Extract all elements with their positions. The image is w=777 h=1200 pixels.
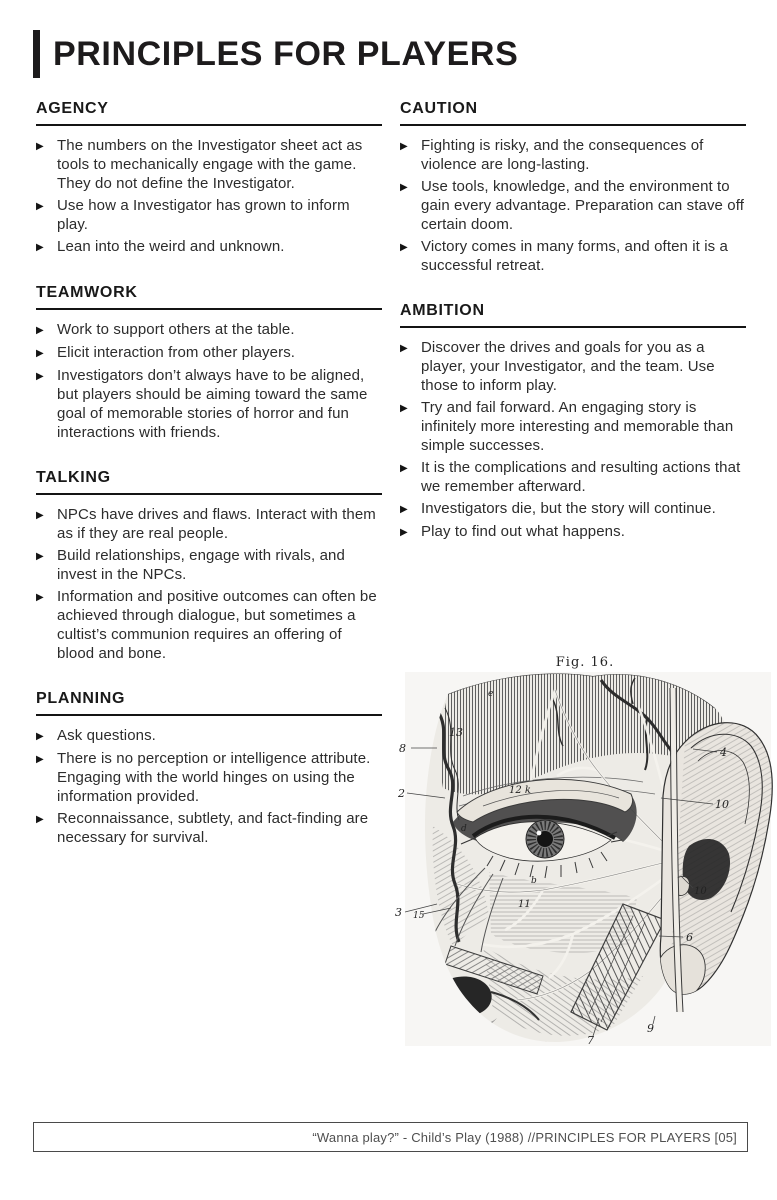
list-item xyxy=(36,136,382,193)
bullet-icon: ▶ xyxy=(400,141,408,152)
anatomy-engraving xyxy=(393,646,777,1048)
title-accent-bar xyxy=(33,30,40,78)
anatomy-figure xyxy=(393,646,777,1048)
list-item-text: It is the complications and resulting actions that we remember afterward. xyxy=(421,459,741,495)
list-item-text: Victory comes in many forms, and often it is a successful retreat. xyxy=(421,238,728,274)
list-item xyxy=(400,522,746,542)
page-title: PRINCIPLES FOR PLAYERS xyxy=(53,35,519,73)
list-item-text: Investigators die, but the story will continue. xyxy=(421,500,716,517)
list-item-text: Ask questions. xyxy=(57,727,156,744)
list-item xyxy=(36,343,382,363)
figure-label: 15 xyxy=(413,911,425,921)
section-rule xyxy=(400,326,746,328)
section-title: PLANNING xyxy=(36,690,126,707)
section-title: AMBITION xyxy=(400,302,485,319)
list-item xyxy=(400,499,746,519)
section-list xyxy=(36,136,382,257)
section-agency xyxy=(36,100,382,257)
figure-label: 11 xyxy=(518,899,531,910)
bullet-icon: ▶ xyxy=(36,348,44,359)
section-list xyxy=(400,338,746,542)
bullet-icon: ▶ xyxy=(36,325,44,336)
bullet-icon: ▶ xyxy=(36,814,44,825)
section-rule xyxy=(400,124,746,126)
list-item-text: Try and fail forward. An engaging story is infinitely more interesting and memorable than simple successes. xyxy=(421,399,734,454)
footer-text: “Wanna play?” - Child’s Play (1988) //PRINCIPLES FOR PLAYERS [05] xyxy=(312,1129,737,1145)
list-item xyxy=(400,177,746,234)
bullet-icon: ▶ xyxy=(400,343,408,354)
bullet-icon: ▶ xyxy=(36,371,44,382)
section-title: AGENCY xyxy=(36,100,109,117)
list-item-text: The numbers on the Investigator sheet act as tools to mechanically engage with the game. They do not define the Investigator. xyxy=(57,137,363,192)
bullet-icon: ▶ xyxy=(400,527,408,538)
bullet-icon: ▶ xyxy=(36,242,44,253)
bullet-icon: ▶ xyxy=(400,403,408,414)
list-item xyxy=(36,196,382,234)
footer xyxy=(33,1122,748,1152)
bullet-icon: ▶ xyxy=(400,182,408,193)
bullet-icon: ▶ xyxy=(36,592,44,603)
list-item-text: Investigators don’t always have to be aligned, but players should be aiming toward the same goal of memorable stories of horror and fun interactions with friends. xyxy=(57,367,368,441)
section-talking xyxy=(36,469,382,663)
list-item xyxy=(400,237,746,275)
section-rule xyxy=(36,714,382,716)
list-item-text: Fighting is risky, and the consequences of violence are long-lasting. xyxy=(421,137,704,173)
figure-label: 13 xyxy=(449,726,463,739)
section-rule xyxy=(36,308,382,310)
list-item xyxy=(36,505,382,543)
bullet-icon: ▶ xyxy=(400,242,408,253)
section-planning xyxy=(36,690,382,847)
section-title: CAUTION xyxy=(400,100,478,117)
list-item-text: There is no perception or intelligence attribute. Engaging with the world hinges on using the information provided. xyxy=(57,750,371,805)
list-item xyxy=(400,136,746,174)
page-header xyxy=(33,30,518,78)
section-rule xyxy=(36,493,382,495)
figure-label: 12 k xyxy=(509,785,531,796)
figure-label: 3 xyxy=(395,906,402,919)
list-item-text: NPCs have drives and flaws. Interact with them as if they are real people. xyxy=(57,506,376,542)
list-item xyxy=(36,749,382,806)
bullet-icon: ▶ xyxy=(36,510,44,521)
list-item-text: Use tools, knowledge, and the environment to gain every advantage. Preparation can stave off certain doom. xyxy=(421,178,744,233)
list-item xyxy=(36,587,382,663)
list-item-text: Reconnaissance, subtlety, and fact-finding are necessary for survival. xyxy=(57,810,369,846)
section-rule xyxy=(36,124,382,126)
list-item xyxy=(36,546,382,584)
figure-label: 6 xyxy=(686,931,693,944)
figure-label: 10 xyxy=(715,798,729,811)
figure-label: e xyxy=(488,689,494,699)
list-item xyxy=(400,398,746,455)
section-list xyxy=(400,136,746,275)
list-item-text: Elicit interaction from other players. xyxy=(57,344,296,361)
figure-label: d xyxy=(461,824,467,834)
list-item-text: Work to support others at the table. xyxy=(57,321,295,338)
bullet-icon: ▶ xyxy=(400,504,408,515)
right-column xyxy=(400,100,746,569)
section-caution xyxy=(400,100,746,275)
section-list xyxy=(36,726,382,847)
bullet-icon: ▶ xyxy=(36,551,44,562)
figure-label: 2 xyxy=(398,787,405,800)
left-column xyxy=(36,100,382,874)
list-item xyxy=(36,320,382,340)
section-teamwork xyxy=(36,284,382,442)
list-item xyxy=(36,726,382,746)
bullet-icon: ▶ xyxy=(36,754,44,765)
bullet-icon: ▶ xyxy=(36,201,44,212)
figure-caption: Fig. 16. xyxy=(555,655,615,670)
figure-label: 7 xyxy=(587,1034,594,1047)
figure-label: 4 xyxy=(720,746,727,759)
section-title: TEAMWORK xyxy=(36,284,138,301)
list-item-text: Use how a Investigator has grown to inform play. xyxy=(57,197,350,233)
figure-label: 10 xyxy=(694,886,707,897)
list-item-text: Discover the drives and goals for you as a player, your Investigator, and the team. Use those to inform play. xyxy=(421,339,715,394)
bullet-icon: ▶ xyxy=(400,463,408,474)
section-ambition xyxy=(400,302,746,542)
list-item-text: Lean into the weird and unknown. xyxy=(57,238,285,255)
figure-label: 9 xyxy=(647,1022,654,1035)
section-list xyxy=(36,505,382,663)
list-item xyxy=(36,809,382,847)
section-title: TALKING xyxy=(36,469,111,486)
list-item xyxy=(400,458,746,496)
list-item-text: Play to find out what happens. xyxy=(421,523,625,540)
list-item-text: Information and positive outcomes can often be achieved through dialogue, but sometimes a cultist’s communion requires an offering of blood and bone. xyxy=(57,588,377,662)
bullet-icon: ▶ xyxy=(36,731,44,742)
list-item-text: Build relationships, engage with rivals, and invest in the NPCs. xyxy=(57,547,345,583)
bullet-icon: ▶ xyxy=(36,141,44,152)
list-item xyxy=(36,237,382,257)
figure-label: 8 xyxy=(399,742,406,755)
list-item xyxy=(36,366,382,442)
section-list xyxy=(36,320,382,442)
list-item xyxy=(400,338,746,395)
figure-label: b xyxy=(531,876,537,886)
